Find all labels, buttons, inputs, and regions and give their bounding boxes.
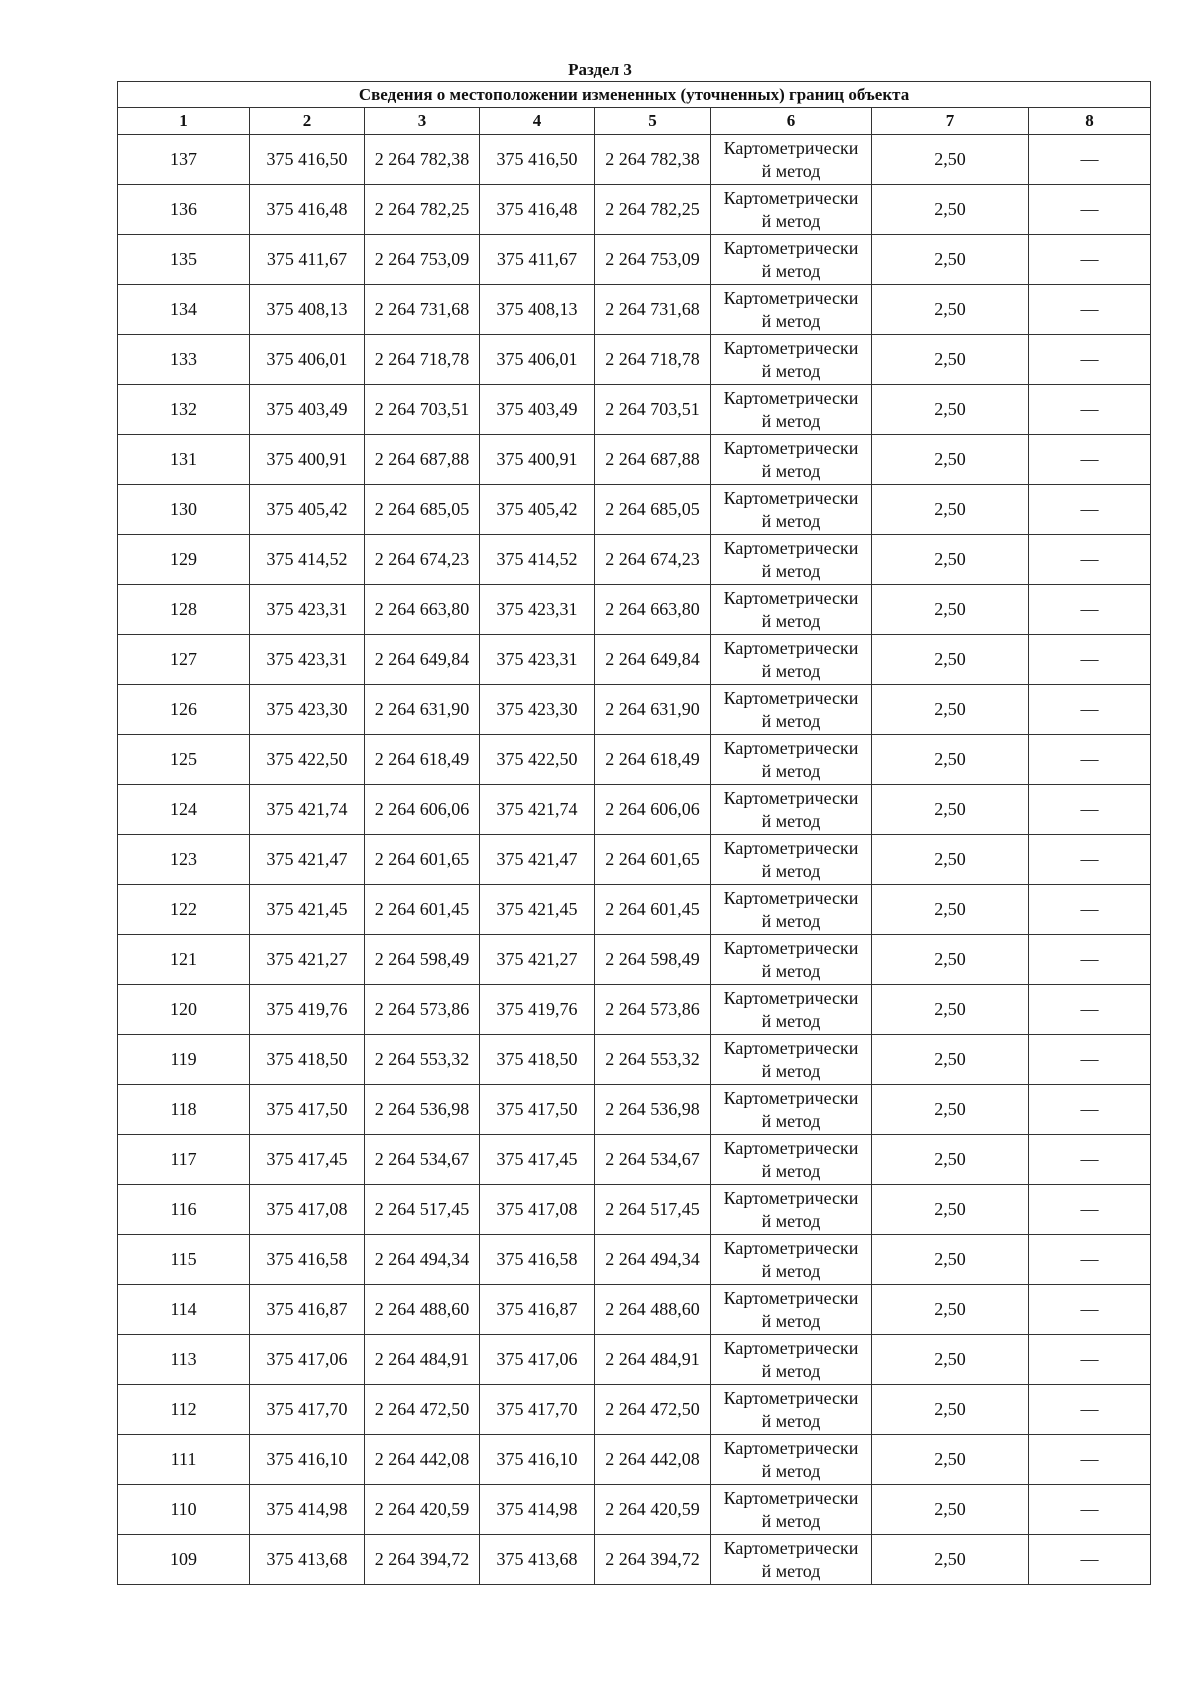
point-number-cell: 123 — [118, 835, 250, 885]
table-row — [118, 1135, 1151, 1185]
note-cell: — — [1029, 985, 1151, 1035]
point-number-cell: 131 — [118, 435, 250, 485]
accuracy-cell: 2,50 — [872, 385, 1029, 435]
note-cell: — — [1029, 735, 1151, 785]
existing-x-cell: 375 417,70 — [250, 1385, 365, 1435]
new-y-cell: 2 264 534,67 — [595, 1135, 711, 1185]
method-cell: Картометрически й метод — [711, 1385, 872, 1435]
table-row — [118, 685, 1151, 735]
new-x-cell: 375 417,08 — [480, 1185, 595, 1235]
point-number-cell: 110 — [118, 1485, 250, 1535]
note-cell: — — [1029, 335, 1151, 385]
new-y-cell: 2 264 663,80 — [595, 585, 711, 635]
accuracy-cell: 2,50 — [872, 785, 1029, 835]
new-y-cell: 2 264 601,45 — [595, 885, 711, 935]
note-cell: — — [1029, 1235, 1151, 1285]
existing-x-cell: 375 416,50 — [250, 135, 365, 185]
existing-x-cell: 375 423,31 — [250, 635, 365, 685]
point-number-cell: 137 — [118, 135, 250, 185]
new-x-cell: 375 417,45 — [480, 1135, 595, 1185]
point-number-cell: 116 — [118, 1185, 250, 1235]
existing-y-cell: 2 264 420,59 — [365, 1485, 480, 1535]
method-cell: Картометрически й метод — [711, 1235, 872, 1285]
existing-x-cell: 375 421,45 — [250, 885, 365, 935]
accuracy-cell: 2,50 — [872, 1135, 1029, 1185]
table-row — [118, 1385, 1151, 1435]
existing-y-cell: 2 264 601,45 — [365, 885, 480, 935]
point-number-cell: 135 — [118, 235, 250, 285]
column-number-row — [118, 108, 1151, 135]
existing-y-cell: 2 264 782,38 — [365, 135, 480, 185]
accuracy-cell: 2,50 — [872, 1435, 1029, 1485]
method-cell: Картометрически й метод — [711, 135, 872, 185]
table-row — [118, 1085, 1151, 1135]
method-cell: Картометрически й метод — [711, 1435, 872, 1485]
existing-y-cell: 2 264 442,08 — [365, 1435, 480, 1485]
new-y-cell: 2 264 573,86 — [595, 985, 711, 1035]
existing-y-cell: 2 264 731,68 — [365, 285, 480, 335]
existing-y-cell: 2 264 687,88 — [365, 435, 480, 485]
note-cell: — — [1029, 1035, 1151, 1085]
method-cell: Картометрически й метод — [711, 235, 872, 285]
point-number-cell: 109 — [118, 1535, 250, 1585]
accuracy-cell: 2,50 — [872, 285, 1029, 335]
existing-x-cell: 375 418,50 — [250, 1035, 365, 1085]
existing-y-cell: 2 264 536,98 — [365, 1085, 480, 1135]
new-x-cell: 375 403,49 — [480, 385, 595, 435]
existing-x-cell: 375 417,06 — [250, 1335, 365, 1385]
existing-y-cell: 2 264 553,32 — [365, 1035, 480, 1085]
new-x-cell: 375 416,58 — [480, 1235, 595, 1285]
existing-x-cell: 375 411,67 — [250, 235, 365, 285]
point-number-cell: 133 — [118, 335, 250, 385]
new-y-cell: 2 264 685,05 — [595, 485, 711, 535]
column-number: 5 — [595, 108, 711, 135]
new-y-cell: 2 264 782,25 — [595, 185, 711, 235]
point-number-cell: 122 — [118, 885, 250, 935]
table-caption: Сведения о местоположении измененных (уточненных) границ объекта — [118, 82, 1151, 108]
existing-y-cell: 2 264 782,25 — [365, 185, 480, 235]
column-number: 7 — [872, 108, 1029, 135]
existing-x-cell: 375 414,98 — [250, 1485, 365, 1535]
note-cell: — — [1029, 1135, 1151, 1185]
accuracy-cell: 2,50 — [872, 1085, 1029, 1135]
new-x-cell: 375 405,42 — [480, 485, 595, 535]
existing-y-cell: 2 264 534,67 — [365, 1135, 480, 1185]
note-cell: — — [1029, 685, 1151, 735]
column-number: 3 — [365, 108, 480, 135]
note-cell: — — [1029, 1335, 1151, 1385]
existing-y-cell: 2 264 618,49 — [365, 735, 480, 785]
new-x-cell: 375 417,50 — [480, 1085, 595, 1135]
method-cell: Картометрически й метод — [711, 335, 872, 385]
table-row — [118, 1435, 1151, 1485]
existing-x-cell: 375 406,01 — [250, 335, 365, 385]
note-cell: — — [1029, 885, 1151, 935]
new-y-cell: 2 264 488,60 — [595, 1285, 711, 1335]
new-x-cell: 375 423,31 — [480, 635, 595, 685]
new-x-cell: 375 423,30 — [480, 685, 595, 735]
existing-y-cell: 2 264 494,34 — [365, 1235, 480, 1285]
method-cell: Картометрически й метод — [711, 985, 872, 1035]
note-cell: — — [1029, 235, 1151, 285]
new-y-cell: 2 264 618,49 — [595, 735, 711, 785]
accuracy-cell: 2,50 — [872, 1235, 1029, 1285]
table-row — [118, 935, 1151, 985]
accuracy-cell: 2,50 — [872, 185, 1029, 235]
method-cell: Картометрически й метод — [711, 1335, 872, 1385]
new-y-cell: 2 264 731,68 — [595, 285, 711, 335]
new-y-cell: 2 264 484,91 — [595, 1335, 711, 1385]
method-cell: Картометрически й метод — [711, 685, 872, 735]
point-number-cell: 126 — [118, 685, 250, 735]
accuracy-cell: 2,50 — [872, 435, 1029, 485]
existing-x-cell: 375 416,10 — [250, 1435, 365, 1485]
boundary-coordinates-table — [117, 81, 1151, 1585]
new-x-cell: 375 417,70 — [480, 1385, 595, 1435]
method-cell: Картометрически й метод — [711, 585, 872, 635]
accuracy-cell: 2,50 — [872, 1035, 1029, 1085]
existing-y-cell: 2 264 718,78 — [365, 335, 480, 385]
note-cell: — — [1029, 635, 1151, 685]
table-row — [118, 1235, 1151, 1285]
new-y-cell: 2 264 649,84 — [595, 635, 711, 685]
method-cell: Картометрически й метод — [711, 735, 872, 785]
accuracy-cell: 2,50 — [872, 1535, 1029, 1585]
point-number-cell: 113 — [118, 1335, 250, 1385]
method-cell: Картометрически й метод — [711, 485, 872, 535]
table-row — [118, 385, 1151, 435]
existing-y-cell: 2 264 488,60 — [365, 1285, 480, 1335]
existing-x-cell: 375 417,45 — [250, 1135, 365, 1185]
note-cell: — — [1029, 1485, 1151, 1535]
new-y-cell: 2 264 394,72 — [595, 1535, 711, 1585]
accuracy-cell: 2,50 — [872, 335, 1029, 385]
point-number-cell: 134 — [118, 285, 250, 335]
existing-x-cell: 375 416,48 — [250, 185, 365, 235]
new-x-cell: 375 419,76 — [480, 985, 595, 1035]
table-row — [118, 985, 1151, 1035]
accuracy-cell: 2,50 — [872, 835, 1029, 885]
table-row — [118, 1335, 1151, 1385]
accuracy-cell: 2,50 — [872, 535, 1029, 585]
new-x-cell: 375 418,50 — [480, 1035, 595, 1085]
new-x-cell: 375 408,13 — [480, 285, 595, 335]
existing-x-cell: 375 400,91 — [250, 435, 365, 485]
method-cell: Картометрически й метод — [711, 285, 872, 335]
existing-y-cell: 2 264 573,86 — [365, 985, 480, 1035]
note-cell: — — [1029, 1435, 1151, 1485]
new-x-cell: 375 421,74 — [480, 785, 595, 835]
column-number: 6 — [711, 108, 872, 135]
note-cell: — — [1029, 1285, 1151, 1335]
point-number-cell: 121 — [118, 935, 250, 985]
method-cell: Картометрически й метод — [711, 885, 872, 935]
new-x-cell: 375 411,67 — [480, 235, 595, 285]
new-x-cell: 375 421,45 — [480, 885, 595, 935]
new-x-cell: 375 406,01 — [480, 335, 595, 385]
new-x-cell: 375 422,50 — [480, 735, 595, 785]
method-cell: Картометрически й метод — [711, 535, 872, 585]
section-title: Раздел 3 — [568, 60, 632, 79]
existing-x-cell: 375 419,76 — [250, 985, 365, 1035]
existing-x-cell: 375 423,30 — [250, 685, 365, 735]
new-y-cell: 2 264 718,78 — [595, 335, 711, 385]
note-cell: — — [1029, 1385, 1151, 1435]
table-row — [118, 485, 1151, 535]
new-x-cell: 375 416,50 — [480, 135, 595, 185]
method-cell: Картометрически й метод — [711, 1185, 872, 1235]
new-y-cell: 2 264 753,09 — [595, 235, 711, 285]
method-cell: Картометрически й метод — [711, 1535, 872, 1585]
method-cell: Картометрически й метод — [711, 1085, 872, 1135]
accuracy-cell: 2,50 — [872, 935, 1029, 985]
accuracy-cell: 2,50 — [872, 735, 1029, 785]
point-number-cell: 119 — [118, 1035, 250, 1085]
existing-x-cell: 375 421,27 — [250, 935, 365, 985]
accuracy-cell: 2,50 — [872, 585, 1029, 635]
table-row — [118, 235, 1151, 285]
accuracy-cell: 2,50 — [872, 135, 1029, 185]
column-number: 4 — [480, 108, 595, 135]
point-number-cell: 129 — [118, 535, 250, 585]
note-cell: — — [1029, 185, 1151, 235]
existing-x-cell: 375 414,52 — [250, 535, 365, 585]
note-cell: — — [1029, 285, 1151, 335]
new-y-cell: 2 264 703,51 — [595, 385, 711, 435]
method-cell: Картометрически й метод — [711, 635, 872, 685]
table-row — [118, 635, 1151, 685]
accuracy-cell: 2,50 — [872, 635, 1029, 685]
existing-x-cell: 375 416,58 — [250, 1235, 365, 1285]
point-number-cell: 136 — [118, 185, 250, 235]
table-row — [118, 735, 1151, 785]
point-number-cell: 132 — [118, 385, 250, 435]
existing-y-cell: 2 264 663,80 — [365, 585, 480, 635]
table-caption-row — [118, 82, 1151, 108]
note-cell: — — [1029, 1085, 1151, 1135]
new-y-cell: 2 264 536,98 — [595, 1085, 711, 1135]
method-cell: Картометрически й метод — [711, 1285, 872, 1335]
table-row — [118, 1285, 1151, 1335]
new-y-cell: 2 264 631,90 — [595, 685, 711, 735]
new-y-cell: 2 264 517,45 — [595, 1185, 711, 1235]
table-row — [118, 1185, 1151, 1235]
existing-y-cell: 2 264 649,84 — [365, 635, 480, 685]
table-row — [118, 835, 1151, 885]
point-number-cell: 112 — [118, 1385, 250, 1435]
method-cell: Картометрически й метод — [711, 1485, 872, 1535]
note-cell: — — [1029, 385, 1151, 435]
point-number-cell: 111 — [118, 1435, 250, 1485]
new-y-cell: 2 264 494,34 — [595, 1235, 711, 1285]
new-x-cell: 375 423,31 — [480, 585, 595, 635]
new-x-cell: 375 421,47 — [480, 835, 595, 885]
method-cell: Картометрически й метод — [711, 385, 872, 435]
existing-y-cell: 2 264 394,72 — [365, 1535, 480, 1585]
note-cell: — — [1029, 485, 1151, 535]
point-number-cell: 124 — [118, 785, 250, 835]
new-x-cell: 375 417,06 — [480, 1335, 595, 1385]
accuracy-cell: 2,50 — [872, 1285, 1029, 1335]
existing-y-cell: 2 264 685,05 — [365, 485, 480, 535]
column-number: 8 — [1029, 108, 1151, 135]
method-cell: Картометрически й метод — [711, 1135, 872, 1185]
table-row — [118, 435, 1151, 485]
new-y-cell: 2 264 687,88 — [595, 435, 711, 485]
existing-y-cell: 2 264 472,50 — [365, 1385, 480, 1435]
accuracy-cell: 2,50 — [872, 885, 1029, 935]
note-cell: — — [1029, 435, 1151, 485]
new-y-cell: 2 264 553,32 — [595, 1035, 711, 1085]
new-y-cell: 2 264 606,06 — [595, 785, 711, 835]
note-cell: — — [1029, 835, 1151, 885]
note-cell: — — [1029, 585, 1151, 635]
method-cell: Картометрически й метод — [711, 935, 872, 985]
method-cell: Картометрически й метод — [711, 785, 872, 835]
note-cell: — — [1029, 785, 1151, 835]
table-row — [118, 1535, 1151, 1585]
note-cell: — — [1029, 1535, 1151, 1585]
accuracy-cell: 2,50 — [872, 985, 1029, 1035]
table-row — [118, 1035, 1151, 1085]
accuracy-cell: 2,50 — [872, 1485, 1029, 1535]
new-x-cell: 375 416,10 — [480, 1435, 595, 1485]
method-cell: Картометрически й метод — [711, 1035, 872, 1085]
accuracy-cell: 2,50 — [872, 485, 1029, 535]
existing-y-cell: 2 264 631,90 — [365, 685, 480, 735]
accuracy-cell: 2,50 — [872, 685, 1029, 735]
new-y-cell: 2 264 674,23 — [595, 535, 711, 585]
existing-x-cell: 375 416,87 — [250, 1285, 365, 1335]
accuracy-cell: 2,50 — [872, 1335, 1029, 1385]
table-row — [118, 335, 1151, 385]
point-number-cell: 130 — [118, 485, 250, 535]
existing-x-cell: 375 403,49 — [250, 385, 365, 435]
new-x-cell: 375 414,52 — [480, 535, 595, 585]
existing-x-cell: 375 408,13 — [250, 285, 365, 335]
method-cell: Картометрически й метод — [711, 185, 872, 235]
existing-y-cell: 2 264 484,91 — [365, 1335, 480, 1385]
note-cell: — — [1029, 935, 1151, 985]
new-x-cell: 375 421,27 — [480, 935, 595, 985]
method-cell: Картометрически й метод — [711, 835, 872, 885]
new-x-cell: 375 416,87 — [480, 1285, 595, 1335]
existing-y-cell: 2 264 703,51 — [365, 385, 480, 435]
table-row — [118, 885, 1151, 935]
point-number-cell: 125 — [118, 735, 250, 785]
point-number-cell: 120 — [118, 985, 250, 1035]
existing-x-cell: 375 405,42 — [250, 485, 365, 535]
point-number-cell: 128 — [118, 585, 250, 635]
existing-y-cell: 2 264 606,06 — [365, 785, 480, 835]
existing-y-cell: 2 264 598,49 — [365, 935, 480, 985]
note-cell: — — [1029, 135, 1151, 185]
method-cell: Картометрически й метод — [711, 435, 872, 485]
column-number: 2 — [250, 108, 365, 135]
existing-x-cell: 375 417,50 — [250, 1085, 365, 1135]
new-y-cell: 2 264 472,50 — [595, 1385, 711, 1435]
point-number-cell: 117 — [118, 1135, 250, 1185]
existing-y-cell: 2 264 601,65 — [365, 835, 480, 885]
existing-x-cell: 375 413,68 — [250, 1535, 365, 1585]
new-y-cell: 2 264 782,38 — [595, 135, 711, 185]
existing-y-cell: 2 264 753,09 — [365, 235, 480, 285]
column-number: 1 — [118, 108, 250, 135]
existing-x-cell: 375 417,08 — [250, 1185, 365, 1235]
table-row — [118, 285, 1151, 335]
table-row — [118, 585, 1151, 635]
table-row — [118, 135, 1151, 185]
accuracy-cell: 2,50 — [872, 235, 1029, 285]
new-y-cell: 2 264 598,49 — [595, 935, 711, 985]
note-cell: — — [1029, 535, 1151, 585]
point-number-cell: 115 — [118, 1235, 250, 1285]
new-x-cell: 375 416,48 — [480, 185, 595, 235]
existing-y-cell: 2 264 517,45 — [365, 1185, 480, 1235]
table-row — [118, 785, 1151, 835]
note-cell: — — [1029, 1185, 1151, 1235]
new-y-cell: 2 264 420,59 — [595, 1485, 711, 1535]
existing-x-cell: 375 421,47 — [250, 835, 365, 885]
table-row — [118, 535, 1151, 585]
accuracy-cell: 2,50 — [872, 1185, 1029, 1235]
table-row — [118, 1485, 1151, 1535]
new-x-cell: 375 413,68 — [480, 1535, 595, 1585]
new-x-cell: 375 414,98 — [480, 1485, 595, 1535]
point-number-cell: 114 — [118, 1285, 250, 1335]
existing-x-cell: 375 423,31 — [250, 585, 365, 635]
new-x-cell: 375 400,91 — [480, 435, 595, 485]
existing-x-cell: 375 421,74 — [250, 785, 365, 835]
existing-x-cell: 375 422,50 — [250, 735, 365, 785]
new-y-cell: 2 264 601,65 — [595, 835, 711, 885]
table-row — [118, 185, 1151, 235]
point-number-cell: 127 — [118, 635, 250, 685]
accuracy-cell: 2,50 — [872, 1385, 1029, 1435]
new-y-cell: 2 264 442,08 — [595, 1435, 711, 1485]
existing-y-cell: 2 264 674,23 — [365, 535, 480, 585]
point-number-cell: 118 — [118, 1085, 250, 1135]
